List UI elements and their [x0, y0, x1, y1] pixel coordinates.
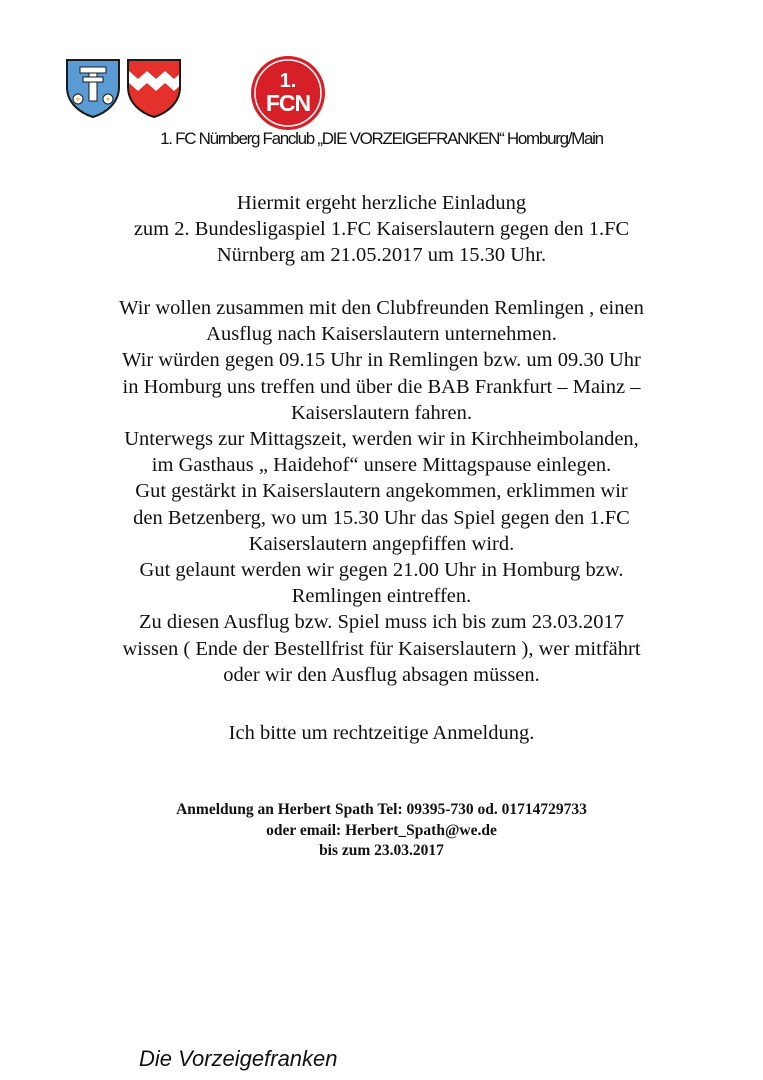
details-line: oder wir den Ausflug absagen müssen.	[223, 663, 540, 686]
details-line: Gut gelaunt werden wir gegen 21.00 Uhr in Homburg bzw.	[139, 559, 624, 582]
registration-request	[60, 720, 703, 746]
details-line: Remlingen eintreffen.	[291, 585, 472, 608]
details-line: Gut gestärkt in Kaiserslautern angekommen, erklimmen wir	[135, 480, 628, 503]
header-logos	[64, 55, 344, 127]
homburg-crest-icon	[64, 57, 122, 119]
invitation-line: zum 2. Bundesligaspiel 1.FC Kaiserslautern gegen den 1.FC	[133, 218, 630, 241]
invitation-line: Nürnberg am 21.05.2017 um 15.30 Uhr.	[216, 244, 547, 267]
details-line: wissen ( Ende der Bestellfrist für Kaiserslautern ), wer mitfährt	[122, 637, 641, 660]
franken-crest-icon	[125, 57, 183, 119]
details-line: Ausflug nach Kaiserslautern unternehmen.	[206, 323, 557, 346]
details-line: in Homburg uns treffen und über die BAB Frankfurt – Mainz –	[122, 375, 641, 398]
invitation-paragraph	[60, 190, 703, 269]
contact-deadline-line: bis zum 23.03.2017	[319, 842, 444, 859]
details-line: Wir würden gegen 09.15 Uhr in Remlingen bzw. um 09.30 Uhr	[122, 349, 641, 372]
fcn-badge-icon	[250, 55, 326, 131]
contact-phone-line: Anmeldung an Herbert Spath Tel: 09395-730 od. 01714729733	[176, 801, 587, 818]
invitation-line: Hiermit ergeht herzliche Einladung	[236, 192, 527, 214]
request-line: Ich bitte um rechtzeitige Anmeldung.	[228, 722, 535, 744]
details-line: Zu diesen Ausflug bzw. Spiel muss ich bis zum 23.03.2017	[139, 611, 624, 634]
contact-email-line: oder email: Herbert_Spath@we.de	[266, 821, 497, 839]
details-line: Unterwegs zur Mittagszeit, werden wir in Kirchheimbolanden,	[124, 428, 639, 451]
contact-block	[60, 800, 703, 862]
details-line: Kaiserslautern fahren.	[291, 401, 472, 424]
details-line: den Betzenberg, wo um 15.30 Uhr das Spiel gegen den 1.FC	[133, 506, 630, 529]
fcn-badge-number: 1.	[279, 70, 297, 92]
trip-details-paragraph	[60, 295, 703, 688]
signature: Die Vorzeigefranken	[139, 1046, 338, 1071]
details-line: im Gasthaus „ Haidehof“ unsere Mittagspause einlegen.	[151, 454, 612, 477]
fanclub-header: 1. FC Nürnberg Fanclub „DIE VORZEIGEFRANKEN“ Homburg/Main	[160, 129, 603, 148]
fcn-badge-letters: FCN	[265, 90, 311, 116]
details-line: Wir wollen zusammen mit den Clubfreunden Remlingen , einen	[119, 297, 644, 319]
details-line: Kaiserslautern angepfiffen wird.	[248, 532, 515, 555]
